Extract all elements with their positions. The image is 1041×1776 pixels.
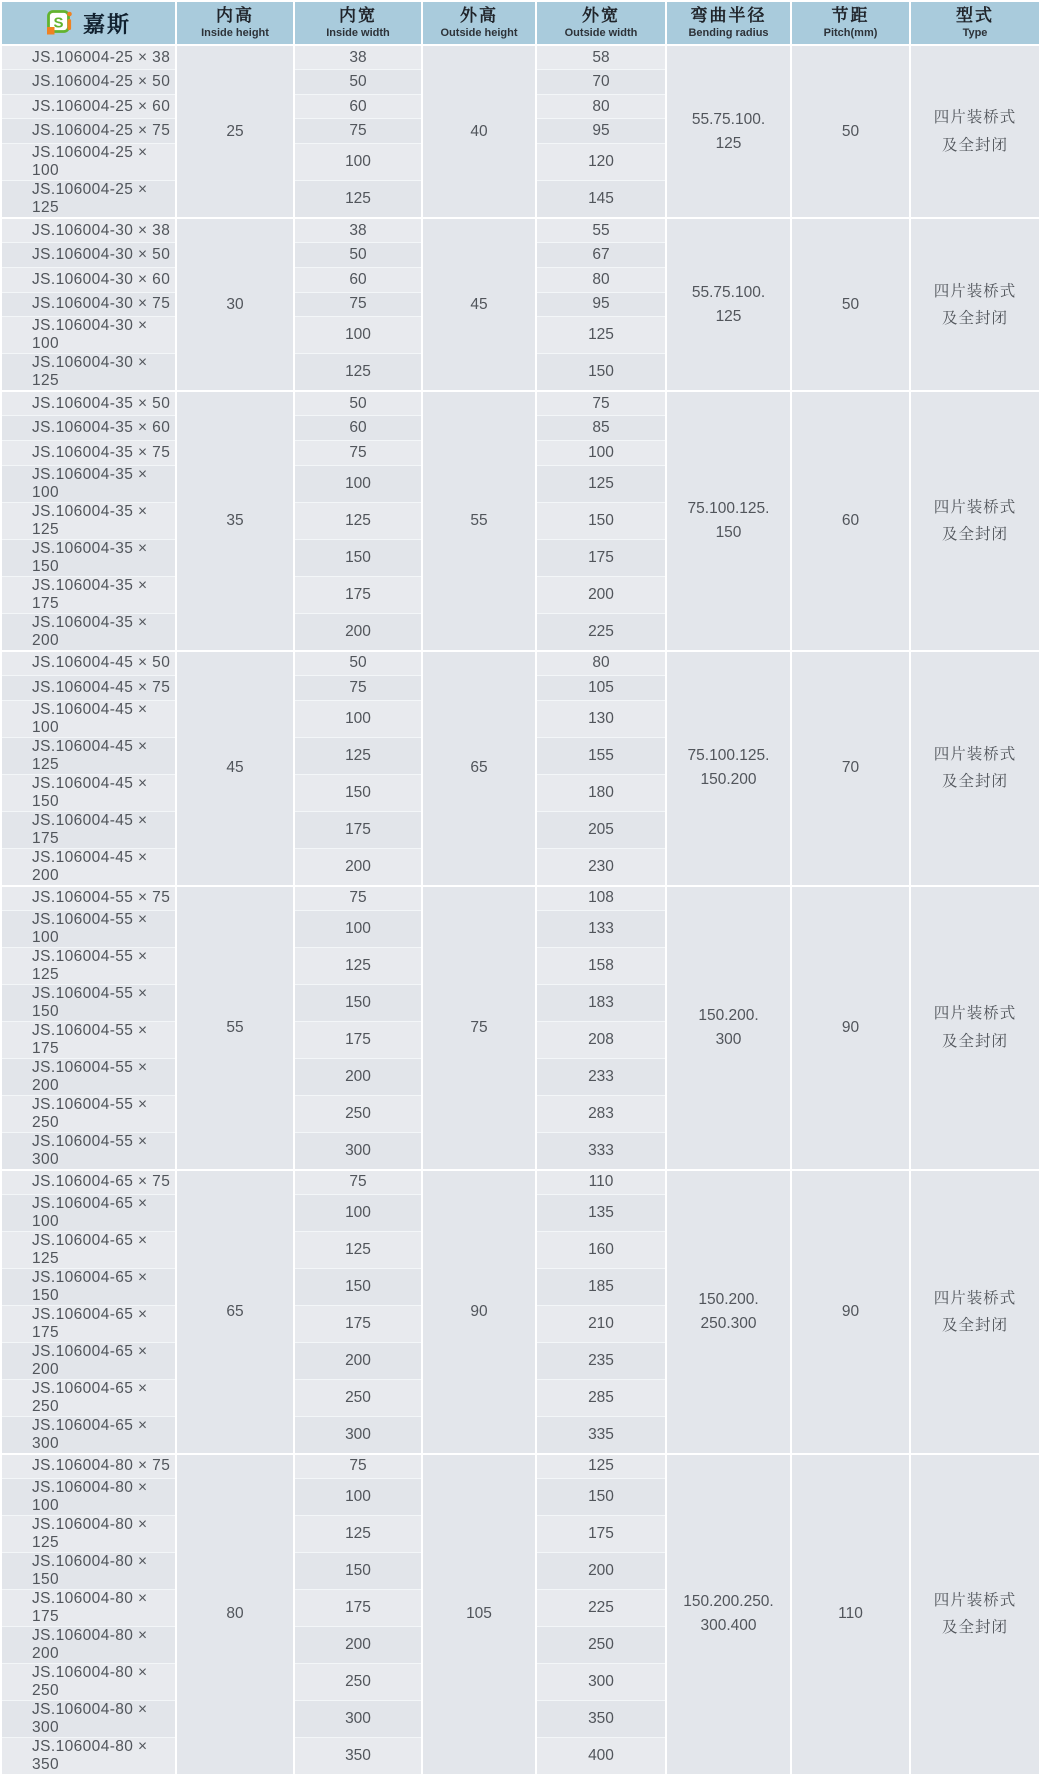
outside-width-cell: 333 [536,1132,666,1170]
inside-width-cell: 300 [294,1701,422,1738]
inside-height-cell: 65 [176,1170,294,1454]
model-number-cell: JS.106004-35 × 150 [1,539,176,576]
model-number-cell: JS.106004-55 × 250 [1,1095,176,1132]
column-title-zh: 外宽 [582,6,620,26]
type-cell: 四片装桥式 及全封闭 [910,1170,1040,1454]
outside-height-cell: 55 [422,391,536,650]
column-title-zh: 型式 [956,6,994,26]
inside-width-cell: 38 [294,45,422,70]
model-number-cell: JS.106004-80 × 75 [1,1454,176,1479]
inside-width-cell: 50 [294,243,422,268]
inside-width-cell: 100 [294,1194,422,1231]
outside-width-cell: 183 [536,984,666,1021]
inside-width-cell: 350 [294,1738,422,1776]
outside-width-cell: 85 [536,416,666,441]
outside-height-cell: 105 [422,1454,536,1775]
inside-width-cell: 75 [294,1454,422,1479]
model-number-cell: JS.106004-55 × 200 [1,1058,176,1095]
inside-width-cell: 250 [294,1664,422,1701]
inside-width-cell: 200 [294,1058,422,1095]
outside-width-cell: 80 [536,94,666,119]
inside-width-cell: 300 [294,1132,422,1170]
type-cell: 四片装桥式 及全封闭 [910,651,1040,886]
column-title-zh: 内宽 [339,6,377,26]
type-cell: 四片装桥式 及全封闭 [910,1454,1040,1775]
brand-header-cell [1,1,176,45]
inside-width-cell: 75 [294,675,422,700]
outside-height-cell: 40 [422,45,536,218]
outside-width-cell: 210 [536,1305,666,1342]
outside-width-cell: 205 [536,811,666,848]
column-header-inside-height [176,1,294,45]
spec-row [1,1170,1040,1195]
column-title-en: Inside height [201,26,269,39]
model-number-cell: JS.106004-35 × 200 [1,613,176,651]
inside-width-cell: 125 [294,737,422,774]
column-title-en: Bending radius [688,26,769,39]
model-number-cell: JS.106004-55 × 300 [1,1132,176,1170]
type-cell: 四片装桥式 及全封闭 [910,391,1040,650]
pitch-cell: 50 [791,218,910,391]
model-number-cell: JS.106004-65 × 125 [1,1231,176,1268]
model-number-cell: JS.106004-65 × 300 [1,1416,176,1454]
pitch-cell: 90 [791,886,910,1170]
inside-width-cell: 150 [294,1553,422,1590]
column-header-bending-radius [666,1,791,45]
outside-width-cell: 400 [536,1738,666,1776]
model-number-cell: JS.106004-45 × 75 [1,675,176,700]
inside-width-cell: 200 [294,1342,422,1379]
outside-width-cell: 150 [536,502,666,539]
outside-width-cell: 108 [536,886,666,911]
inside-width-cell: 150 [294,774,422,811]
outside-width-cell: 95 [536,119,666,144]
inside-width-cell: 100 [294,1479,422,1516]
model-number-cell: JS.106004-55 × 75 [1,886,176,911]
inside-width-cell: 150 [294,984,422,1021]
inside-width-cell: 200 [294,613,422,651]
bending-radius-cell: 55.75.100. 125 [666,45,791,218]
pitch-cell: 70 [791,651,910,886]
pitch-cell: 90 [791,1170,910,1454]
spec-row [1,1454,1040,1479]
inside-height-cell: 80 [176,1454,294,1775]
spec-row [1,651,1040,676]
inside-width-cell: 60 [294,94,422,119]
column-header-outside-width [536,1,666,45]
model-number-cell: JS.106004-30 × 100 [1,317,176,354]
model-number-cell: JS.106004-80 × 150 [1,1553,176,1590]
outside-width-cell: 283 [536,1095,666,1132]
column-title-zh: 内高 [216,6,254,26]
outside-width-cell: 95 [536,292,666,317]
outside-width-cell: 70 [536,70,666,95]
column-title-zh: 弯曲半径 [690,6,767,26]
inside-width-cell: 75 [294,292,422,317]
model-number-cell: JS.106004-30 × 125 [1,354,176,392]
outside-width-cell: 105 [536,675,666,700]
outside-height-cell: 75 [422,886,536,1170]
column-header-type [910,1,1040,45]
outside-width-cell: 67 [536,243,666,268]
inside-width-cell: 150 [294,1268,422,1305]
outside-width-cell: 230 [536,848,666,886]
outside-width-cell: 120 [536,144,666,181]
inside-width-cell: 250 [294,1095,422,1132]
model-number-cell: JS.106004-30 × 75 [1,292,176,317]
model-number-cell: JS.106004-80 × 175 [1,1590,176,1627]
model-number-cell: JS.106004-30 × 60 [1,267,176,292]
inside-height-cell: 55 [176,886,294,1170]
outside-width-cell: 80 [536,651,666,676]
column-header-outside-height [422,1,536,45]
outside-width-cell: 155 [536,737,666,774]
column-title-en: Outside height [440,26,518,39]
svg-text:S: S [53,14,64,32]
outside-width-cell: 225 [536,613,666,651]
inside-width-cell: 60 [294,267,422,292]
inside-width-cell: 175 [294,1590,422,1627]
outside-width-cell: 175 [536,539,666,576]
inside-width-cell: 50 [294,651,422,676]
inside-width-cell: 100 [294,700,422,737]
outside-width-cell: 125 [536,317,666,354]
inside-width-cell: 75 [294,441,422,466]
inside-width-cell: 175 [294,576,422,613]
inside-width-cell: 125 [294,354,422,392]
inside-width-cell: 300 [294,1416,422,1454]
inside-width-cell: 125 [294,947,422,984]
outside-height-cell: 90 [422,1170,536,1454]
model-number-cell: JS.106004-65 × 250 [1,1379,176,1416]
inside-width-cell: 50 [294,391,422,416]
inside-width-cell: 50 [294,70,422,95]
header-row [1,1,1040,45]
brand-logo-icon [46,9,74,37]
column-title-en: Type [962,26,988,39]
inside-width-cell: 125 [294,181,422,219]
model-number-cell: JS.106004-65 × 200 [1,1342,176,1379]
model-number-cell: JS.106004-45 × 150 [1,774,176,811]
inside-height-cell: 35 [176,391,294,650]
model-number-cell: JS.106004-45 × 175 [1,811,176,848]
outside-width-cell: 145 [536,181,666,219]
bending-radius-cell: 150.200.250. 300.400 [666,1454,791,1775]
spec-row [1,218,1040,243]
model-number-cell: JS.106004-55 × 150 [1,984,176,1021]
model-number-cell: JS.106004-30 × 50 [1,243,176,268]
outside-width-cell: 235 [536,1342,666,1379]
bending-radius-cell: 75.100.125. 150.200 [666,651,791,886]
outside-width-cell: 158 [536,947,666,984]
inside-height-cell: 45 [176,651,294,886]
outside-width-cell: 75 [536,391,666,416]
column-header-pitch [791,1,910,45]
inside-width-cell: 60 [294,416,422,441]
model-number-cell: JS.106004-35 × 125 [1,502,176,539]
model-number-cell: JS.106004-25 × 75 [1,119,176,144]
outside-width-cell: 125 [536,1454,666,1479]
model-number-cell: JS.106004-80 × 100 [1,1479,176,1516]
inside-width-cell: 75 [294,119,422,144]
outside-width-cell: 285 [536,1379,666,1416]
model-number-cell: JS.106004-65 × 100 [1,1194,176,1231]
model-number-cell: JS.106004-80 × 300 [1,1701,176,1738]
outside-width-cell: 250 [536,1627,666,1664]
inside-width-cell: 175 [294,1305,422,1342]
model-number-cell: JS.106004-80 × 350 [1,1738,176,1776]
inside-width-cell: 175 [294,1021,422,1058]
outside-width-cell: 208 [536,1021,666,1058]
model-number-cell: JS.106004-55 × 100 [1,910,176,947]
inside-width-cell: 100 [294,317,422,354]
type-cell: 四片装桥式 及全封闭 [910,45,1040,218]
spec-row [1,886,1040,911]
spec-row [1,45,1040,70]
inside-width-cell: 75 [294,1170,422,1195]
model-number-cell: JS.106004-65 × 75 [1,1170,176,1195]
inside-width-cell: 250 [294,1379,422,1416]
outside-width-cell: 180 [536,774,666,811]
model-number-cell: JS.106004-35 × 60 [1,416,176,441]
column-title-zh: 外高 [460,6,498,26]
model-number-cell: JS.106004-35 × 100 [1,465,176,502]
model-number-cell: JS.106004-35 × 50 [1,391,176,416]
outside-width-cell: 55 [536,218,666,243]
model-number-cell: JS.106004-55 × 175 [1,1021,176,1058]
model-number-cell: JS.106004-25 × 60 [1,94,176,119]
outside-width-cell: 200 [536,1553,666,1590]
model-number-cell: JS.106004-45 × 100 [1,700,176,737]
inside-height-cell: 30 [176,218,294,391]
inside-width-cell: 200 [294,1627,422,1664]
model-number-cell: JS.106004-55 × 125 [1,947,176,984]
outside-width-cell: 300 [536,1664,666,1701]
inside-width-cell: 200 [294,848,422,886]
spec-row [1,391,1040,416]
inside-width-cell: 125 [294,1516,422,1553]
column-title-en: Outside width [564,26,638,39]
outside-width-cell: 150 [536,354,666,392]
outside-width-cell: 200 [536,576,666,613]
model-number-cell: JS.106004-35 × 175 [1,576,176,613]
model-number-cell: JS.106004-25 × 50 [1,70,176,95]
model-number-cell: JS.106004-65 × 150 [1,1268,176,1305]
model-number-cell: JS.106004-45 × 125 [1,737,176,774]
inside-width-cell: 38 [294,218,422,243]
model-number-cell: JS.106004-35 × 75 [1,441,176,466]
outside-width-cell: 185 [536,1268,666,1305]
outside-width-cell: 160 [536,1231,666,1268]
inside-width-cell: 175 [294,811,422,848]
type-cell: 四片装桥式 及全封闭 [910,886,1040,1170]
outside-width-cell: 233 [536,1058,666,1095]
outside-width-cell: 225 [536,1590,666,1627]
inside-width-cell: 100 [294,910,422,947]
model-number-cell: JS.106004-25 × 100 [1,144,176,181]
outside-width-cell: 80 [536,267,666,292]
inside-width-cell: 100 [294,465,422,502]
inside-width-cell: 75 [294,886,422,911]
column-title-zh: 节距 [831,6,870,26]
outside-width-cell: 133 [536,910,666,947]
outside-width-cell: 100 [536,441,666,466]
model-number-cell: JS.106004-25 × 38 [1,45,176,70]
bending-radius-cell: 150.200. 250.300 [666,1170,791,1454]
column-header-inside-width [294,1,422,45]
bending-radius-cell: 75.100.125. 150 [666,391,791,650]
column-title-en: Pitch(mm) [823,26,878,39]
model-number-cell: JS.106004-80 × 200 [1,1627,176,1664]
type-cell: 四片装桥式 及全封闭 [910,218,1040,391]
model-number-cell: JS.106004-65 × 175 [1,1305,176,1342]
inside-height-cell: 25 [176,45,294,218]
inside-width-cell: 150 [294,539,422,576]
model-number-cell: JS.106004-25 × 125 [1,181,176,219]
bending-radius-cell: 150.200. 300 [666,886,791,1170]
outside-height-cell: 65 [422,651,536,886]
outside-width-cell: 58 [536,45,666,70]
inside-width-cell: 125 [294,1231,422,1268]
pitch-cell: 60 [791,391,910,650]
inside-width-cell: 100 [294,144,422,181]
model-number-cell: JS.106004-45 × 200 [1,848,176,886]
outside-width-cell: 150 [536,1479,666,1516]
inside-width-cell: 125 [294,502,422,539]
pitch-cell: 50 [791,45,910,218]
outside-width-cell: 135 [536,1194,666,1231]
outside-width-cell: 125 [536,465,666,502]
pitch-cell: 110 [791,1454,910,1775]
outside-height-cell: 45 [422,218,536,391]
outside-width-cell: 130 [536,700,666,737]
outside-width-cell: 110 [536,1170,666,1195]
outside-width-cell: 350 [536,1701,666,1738]
column-title-en: Inside width [326,26,390,39]
model-number-cell: JS.106004-80 × 250 [1,1664,176,1701]
outside-width-cell: 335 [536,1416,666,1454]
outside-width-cell: 175 [536,1516,666,1553]
bending-radius-cell: 55.75.100. 125 [666,218,791,391]
brand-name: 嘉斯 [82,11,131,37]
model-number-cell: JS.106004-45 × 50 [1,651,176,676]
model-number-cell: JS.106004-80 × 125 [1,1516,176,1553]
model-number-cell: JS.106004-30 × 38 [1,218,176,243]
